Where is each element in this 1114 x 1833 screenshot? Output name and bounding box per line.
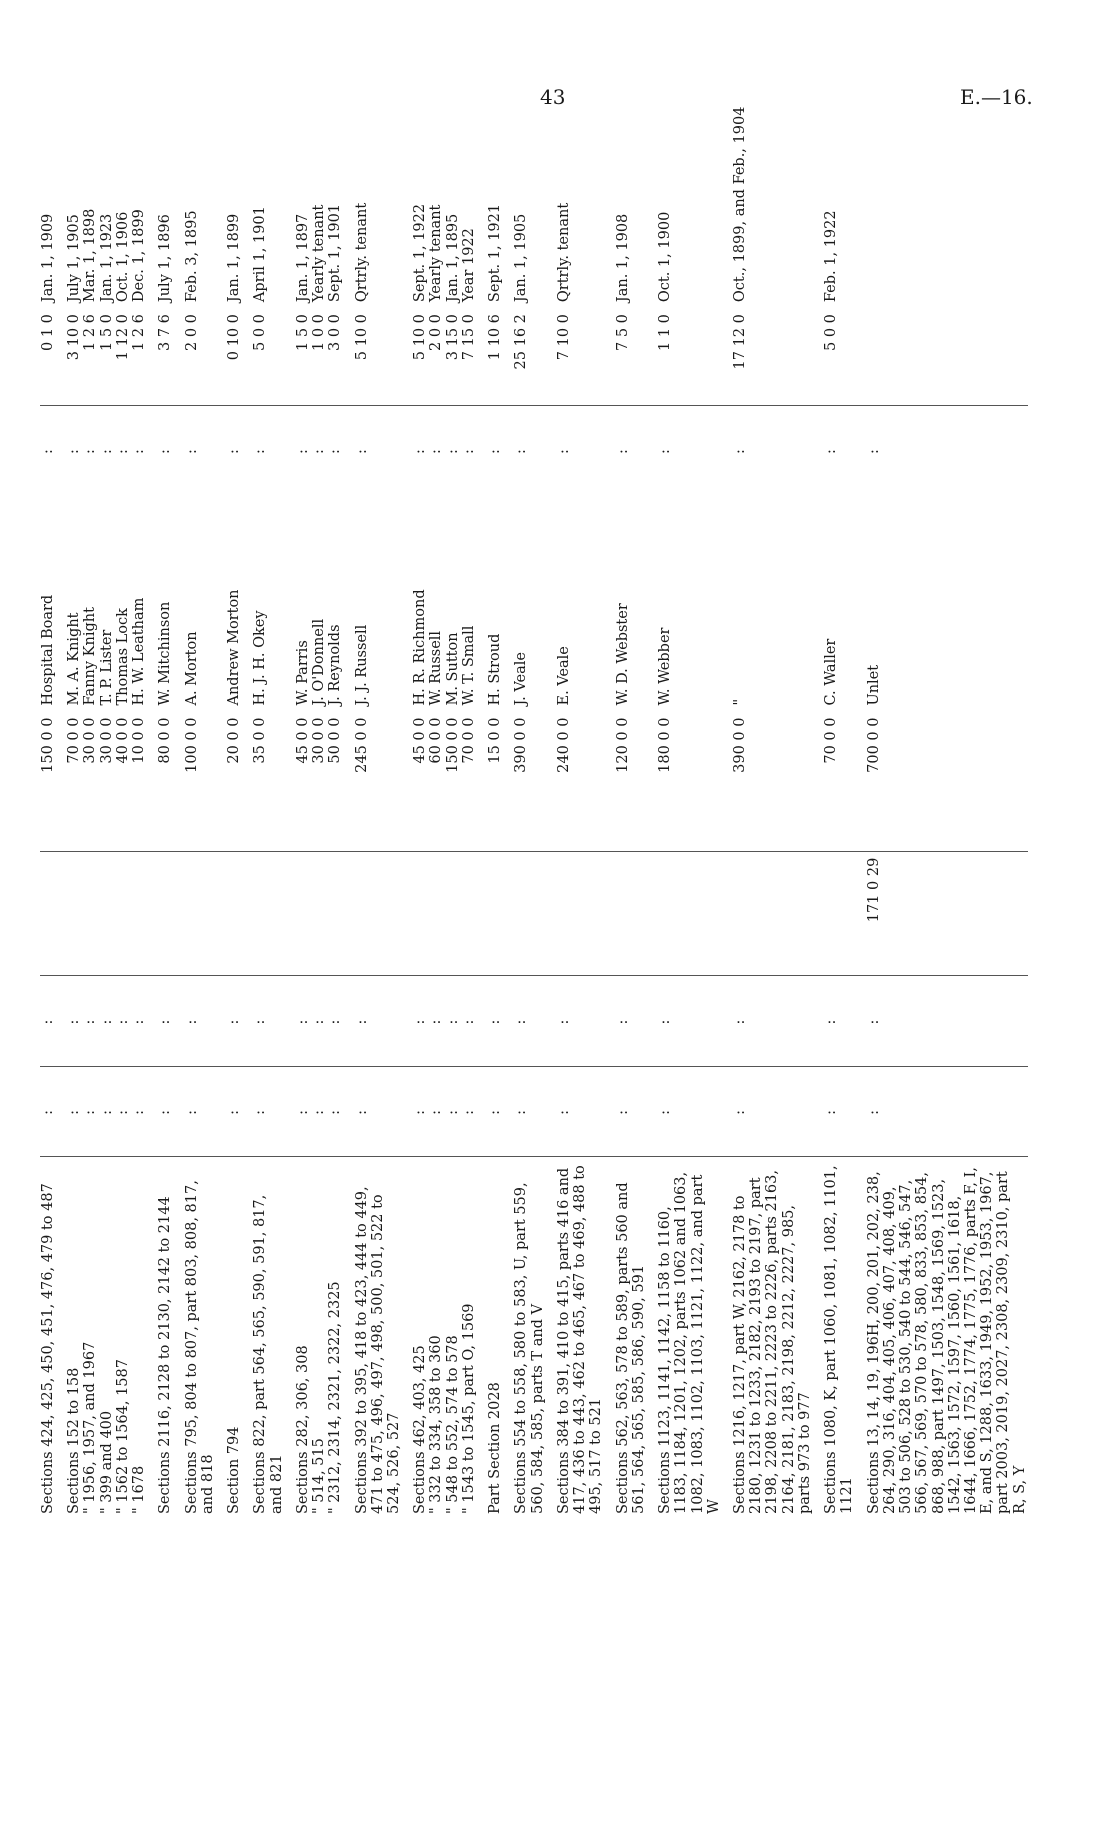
area-value bbox=[56, 851, 82, 976]
rent-value: 30 0 0 bbox=[82, 717, 99, 764]
rent-value: 35 0 0 bbox=[252, 717, 269, 764]
expiry-date bbox=[856, 101, 1028, 309]
leader-dots: : bbox=[445, 976, 461, 1066]
annual-value: 1 2 6 bbox=[82, 314, 99, 351]
expiry-date: Oct., 1899, and Feb., 1904 bbox=[731, 106, 748, 303]
rent-value: 40 0 0 bbox=[114, 717, 131, 764]
leader-dots: : bbox=[216, 1066, 242, 1156]
annual-value bbox=[856, 308, 1028, 405]
leader-dots: : bbox=[503, 405, 545, 495]
area-value bbox=[216, 851, 242, 976]
leader-dots: : bbox=[56, 405, 82, 495]
expiry-date: Dec. 1, 1899 bbox=[131, 209, 148, 303]
table-row bbox=[216, 101, 242, 1521]
annual-value: 1 1 0 bbox=[657, 314, 674, 351]
rent-value: 150 0 0 bbox=[444, 717, 461, 773]
tenant-name: W. T. Small bbox=[460, 625, 477, 706]
leader-dots: : bbox=[461, 1066, 477, 1156]
tenant-name: A. Morton bbox=[183, 631, 200, 706]
expiry-date: Oct. 1, 1906 bbox=[114, 211, 131, 303]
annual-value: 5 0 0 bbox=[823, 314, 840, 351]
area-value bbox=[285, 851, 311, 976]
expiry-date: April 1, 1901 bbox=[252, 206, 269, 303]
table-row bbox=[99, 101, 115, 1521]
table-row bbox=[56, 101, 82, 1521]
leader-dots: : bbox=[99, 976, 115, 1066]
leader-dots: : bbox=[722, 1066, 813, 1156]
leader-dots: : bbox=[115, 976, 131, 1066]
area-value bbox=[174, 851, 216, 976]
leader-dots: : bbox=[327, 976, 343, 1066]
table-row bbox=[174, 101, 216, 1521]
table-row bbox=[115, 101, 131, 1521]
tenant-name: " bbox=[731, 698, 748, 706]
leader-dots: : bbox=[242, 1066, 284, 1156]
section-description: " 332 to 334, 358 to 360 bbox=[428, 1157, 444, 1520]
area-value bbox=[402, 851, 428, 976]
area-value bbox=[546, 851, 605, 976]
area-value bbox=[647, 851, 722, 976]
leader-dots: : bbox=[82, 405, 98, 495]
table-row bbox=[813, 101, 855, 1521]
leader-dots: : bbox=[344, 1066, 403, 1156]
section-description: Sections 462, 403, 425 bbox=[402, 1157, 428, 1520]
area-value bbox=[242, 851, 284, 976]
table-row bbox=[647, 101, 722, 1521]
expiry-date: Feb. 3, 1895 bbox=[183, 210, 200, 303]
tenant-name: C. Waller bbox=[823, 638, 840, 706]
table-row bbox=[82, 101, 98, 1521]
page-number: 43 bbox=[540, 85, 566, 109]
annual-value: 1 12 0 bbox=[114, 314, 131, 361]
area-value bbox=[445, 851, 461, 976]
rent-value: 240 0 0 bbox=[555, 717, 572, 773]
leader-dots: : bbox=[285, 976, 311, 1066]
leader-dots: : bbox=[813, 976, 855, 1066]
annual-value: 0 1 0 bbox=[40, 314, 56, 351]
tenant-name: Fanny Knight bbox=[82, 607, 99, 706]
leader-dots: : bbox=[722, 405, 813, 495]
leader-dots: : bbox=[428, 976, 444, 1066]
rent-value: 20 0 0 bbox=[226, 717, 243, 764]
leader-dots: : bbox=[174, 976, 216, 1066]
annual-value: 1 5 0 bbox=[98, 314, 115, 351]
leader-dots: : bbox=[216, 976, 242, 1066]
leader-dots: : bbox=[605, 1066, 647, 1156]
expiry-date: Sept. 1, 1921 bbox=[487, 203, 504, 303]
rotated-table-container bbox=[40, 100, 1040, 1520]
leader-dots: : bbox=[402, 976, 428, 1066]
table-row bbox=[311, 101, 327, 1521]
expiry-date: Jan. 1, 1897 bbox=[294, 213, 311, 303]
expiry-date: Yearly tenant bbox=[428, 204, 445, 303]
table-row bbox=[131, 101, 147, 1521]
leader-dots: : bbox=[40, 405, 56, 495]
rent-value: 15 0 0 bbox=[487, 717, 504, 764]
annual-value: 2 0 0 bbox=[183, 314, 200, 351]
expiry-date: July 1, 1905 bbox=[66, 214, 83, 303]
section-description: Sections 1080, K, part 1060, 1081, 1082, 1101, 1121 bbox=[813, 1157, 855, 1520]
rent-value: 150 0 0 bbox=[40, 717, 56, 773]
rent-value: 180 0 0 bbox=[657, 717, 674, 773]
annual-value: 5 0 0 bbox=[252, 314, 269, 351]
rent-value: 70 0 0 bbox=[823, 717, 840, 764]
leader-dots: : bbox=[344, 976, 403, 1066]
leader-dots: : bbox=[461, 405, 477, 495]
leader-dots: : bbox=[327, 405, 343, 495]
annual-value: 2 0 0 bbox=[428, 314, 445, 351]
table-row bbox=[147, 101, 173, 1521]
section-description: Section 794 bbox=[216, 1157, 242, 1520]
leader-dots: : bbox=[813, 1066, 855, 1156]
area-value bbox=[503, 851, 545, 976]
area-value bbox=[115, 851, 131, 976]
section-description: " 2312, 2314, 2321, 2322, 2325 bbox=[327, 1157, 343, 1520]
expiry-date: Qrtrly. tenant bbox=[555, 202, 572, 303]
area-value bbox=[99, 851, 115, 976]
area-value bbox=[813, 851, 855, 976]
leader-dots: : bbox=[174, 405, 216, 495]
table-row bbox=[605, 101, 647, 1521]
leader-dots: : bbox=[311, 1066, 327, 1156]
expiry-date: Qrtrly. tenant bbox=[353, 202, 370, 303]
leader-dots: : bbox=[174, 1066, 216, 1156]
area-value bbox=[461, 851, 477, 976]
leader-dots: : bbox=[477, 976, 503, 1066]
expiry-date: Sept. 1, 1922 bbox=[412, 203, 429, 303]
section-description: Sections 822, part 564, 565, 590, 591, 817, and 821 bbox=[242, 1157, 284, 1520]
annual-value: 7 10 0 bbox=[555, 314, 572, 361]
annual-value: 25 16 2 bbox=[513, 314, 530, 370]
leader-dots: : bbox=[428, 405, 444, 495]
leader-dots: : bbox=[285, 1066, 311, 1156]
page-reference: E.—16. bbox=[960, 85, 1033, 109]
annual-value: 7 15 0 bbox=[460, 314, 477, 361]
expiry-date: Mar. 1, 1898 bbox=[82, 208, 99, 303]
rent-value: 390 0 0 bbox=[731, 717, 748, 773]
expiry-date: Jan. 1, 1895 bbox=[444, 213, 461, 303]
leader-dots: : bbox=[402, 1066, 428, 1156]
leader-dots: : bbox=[311, 976, 327, 1066]
rent-value: 390 0 0 bbox=[513, 717, 530, 773]
leader-dots: : bbox=[605, 405, 647, 495]
tenant-name: H. J. H. Okey bbox=[252, 610, 269, 706]
section-description: " 548 to 552, 574 to 578 bbox=[445, 1157, 461, 1520]
area-value: 171 0 29 bbox=[856, 851, 1028, 976]
leader-dots: : bbox=[461, 976, 477, 1066]
tenant-name: W. Webber bbox=[657, 627, 674, 706]
leader-dots: : bbox=[327, 1066, 343, 1156]
leader-dots: : bbox=[40, 1066, 56, 1156]
rent-value: 30 0 0 bbox=[98, 717, 115, 764]
rent-value: 50 0 0 bbox=[327, 717, 344, 764]
expiry-date: Feb. 1, 1922 bbox=[823, 210, 840, 303]
leader-dots: : bbox=[402, 405, 428, 495]
leader-dots: : bbox=[285, 405, 311, 495]
tenant-name: J. Veale bbox=[513, 652, 530, 706]
leader-dots: : bbox=[131, 1066, 147, 1156]
area-value bbox=[82, 851, 98, 976]
table-row bbox=[461, 101, 477, 1521]
expiry-date: Jan. 1, 1923 bbox=[98, 213, 115, 303]
section-description: Sections 562, 563, 578 to 589, parts 560 and 561, 564, 565, 585, 586, 590, 591 bbox=[605, 1157, 647, 1520]
rent-value: 120 0 0 bbox=[614, 717, 631, 773]
area-value bbox=[477, 851, 503, 976]
leader-dots: : bbox=[813, 405, 855, 495]
leader-dots: : bbox=[856, 976, 1028, 1066]
leader-dots: : bbox=[477, 405, 503, 495]
expiry-date: July 1, 1896 bbox=[157, 214, 174, 303]
leader-dots: : bbox=[647, 405, 722, 495]
rent-value: 70 0 0 bbox=[460, 717, 477, 764]
table-row bbox=[546, 101, 605, 1521]
rent-value: 100 0 0 bbox=[183, 717, 200, 773]
tenant-name: H. W. Leatham bbox=[131, 597, 148, 706]
rent-value: 45 0 0 bbox=[294, 717, 311, 764]
leader-dots: : bbox=[546, 976, 605, 1066]
area-value bbox=[147, 851, 173, 976]
area-value bbox=[327, 851, 343, 976]
area-value bbox=[722, 851, 813, 976]
leader-dots: : bbox=[445, 1066, 461, 1156]
leader-dots: : bbox=[546, 405, 605, 495]
expiry-date: Oct. 1, 1900 bbox=[657, 211, 674, 303]
table-row bbox=[344, 101, 403, 1521]
leader-dots: : bbox=[216, 405, 242, 495]
annual-value: 17 12 0 bbox=[731, 314, 748, 370]
leader-dots: : bbox=[56, 976, 82, 1066]
annual-value: 3 10 0 bbox=[66, 314, 83, 361]
rent-value: 80 0 0 bbox=[157, 717, 174, 764]
annual-value: 3 15 0 bbox=[444, 314, 461, 361]
leader-dots: : bbox=[647, 1066, 722, 1156]
leader-dots: : bbox=[445, 405, 461, 495]
leader-dots: : bbox=[605, 976, 647, 1066]
section-description: Sections 13, 14, 19, 196H, 200, 201, 202, 238, 264, 290, 316, 404, 405, 406, 407, 408, 409, 503 to 506, 528 to 530, 540 to 544, 546, 547, 566, 567, 569, 570 to 578, 580, 833, 853, 854, 868, 988, part 1497, 1503, 1548, 1569, 1523, 1542, 1563, 1572, 1597, 1560, 1561, 1618, 1644, 1666, 1752, 1774, 1775, 1776, parts F, I, E, and S, 1288, 1633, 1949, 1952, 1953, 1967, part 2003, 2019, 2027, 2308, 2309, 2310, part R, S, Y bbox=[856, 1157, 1028, 1520]
lease-table-body bbox=[40, 101, 1028, 1521]
table-row bbox=[285, 101, 311, 1521]
area-value bbox=[131, 851, 147, 976]
leader-dots: : bbox=[56, 1066, 82, 1156]
expiry-date: Jan. 1, 1899 bbox=[226, 213, 243, 303]
lease-table bbox=[40, 100, 1028, 1520]
tenant-name: J. O'Donnell bbox=[311, 618, 328, 706]
leader-dots: : bbox=[99, 1066, 115, 1156]
section-description: Sections 424, 425, 450, 451, 476, 479 to 487 bbox=[40, 1157, 56, 1520]
annual-value: 1 5 0 bbox=[294, 314, 311, 351]
leader-dots: : bbox=[242, 405, 284, 495]
leader-dots: : bbox=[115, 1066, 131, 1156]
tenant-name: Andrew Morton bbox=[226, 589, 243, 706]
section-description: " 1543 to 1545, part O, 1569 bbox=[461, 1157, 477, 1520]
tenant-name: J. Reynolds bbox=[327, 624, 344, 706]
leader-dots: : bbox=[40, 976, 56, 1066]
table-row bbox=[327, 101, 343, 1521]
leader-dots: : bbox=[147, 1066, 173, 1156]
leader-dots: : bbox=[147, 405, 173, 495]
leader-dots: : bbox=[242, 976, 284, 1066]
leader-dots: : bbox=[82, 1066, 98, 1156]
annual-value: 7 5 0 bbox=[614, 314, 631, 351]
tenant-name: T. P. Lister bbox=[98, 629, 115, 706]
section-description: Sections 554 to 558, 580 to 583, U, part 559, 560, 584, 585, parts T and V bbox=[503, 1157, 545, 1520]
table-row bbox=[503, 101, 545, 1521]
section-description: Sections 152 to 158 bbox=[56, 1157, 82, 1520]
rent-value: 45 0 0 bbox=[412, 717, 429, 764]
tenant-name: Thomas Lock bbox=[114, 608, 131, 706]
rent-value: 10 0 0 bbox=[131, 717, 148, 764]
table-row bbox=[242, 101, 284, 1521]
area-value bbox=[428, 851, 444, 976]
tenant-name: E. Veale bbox=[555, 646, 572, 706]
leader-dots: : bbox=[115, 405, 131, 495]
leader-dots: : bbox=[147, 976, 173, 1066]
leader-dots: : bbox=[477, 1066, 503, 1156]
leader-dots: : bbox=[856, 405, 1028, 495]
tenant-name: W. Mitchinson bbox=[157, 601, 174, 706]
leader-dots: : bbox=[428, 1066, 444, 1156]
table-row bbox=[722, 101, 813, 1521]
leader-dots: : bbox=[131, 976, 147, 1066]
expiry-date: Jan. 1, 1909 bbox=[40, 213, 56, 303]
annual-value: 5 10 0 bbox=[353, 314, 370, 361]
tenant-name: W. D. Webster bbox=[614, 603, 631, 706]
tenant-name: Hospital Board bbox=[40, 594, 56, 706]
area-value bbox=[40, 851, 56, 976]
annual-value: 1 2 6 bbox=[131, 314, 148, 351]
annual-value: 0 10 0 bbox=[226, 314, 243, 361]
annual-value: 5 10 0 bbox=[412, 314, 429, 361]
section-description: " 1562 to 1564, 1587 bbox=[115, 1157, 131, 1520]
table-row bbox=[477, 101, 503, 1521]
table-row bbox=[445, 101, 461, 1521]
leader-dots: : bbox=[722, 976, 813, 1066]
tenant-name: Unlet bbox=[865, 664, 882, 706]
leader-dots: : bbox=[503, 976, 545, 1066]
tenant-name: M. A. Knight bbox=[66, 612, 83, 706]
table-row bbox=[40, 101, 56, 1521]
table-row bbox=[428, 101, 444, 1521]
area-value bbox=[605, 851, 647, 976]
area-value bbox=[311, 851, 327, 976]
rent-value: 60 0 0 bbox=[428, 717, 445, 764]
tenant-name: W. Parris bbox=[294, 640, 311, 706]
expiry-date: Year 1922 bbox=[460, 228, 477, 303]
section-description: Sections 795, 804 to 807, part 803, 808, 817, and 818 bbox=[174, 1157, 216, 1520]
leader-dots: : bbox=[856, 1066, 1028, 1156]
tenant-name: H. R. Richmond bbox=[412, 589, 429, 706]
section-description: Sections 2116, 2128 to 2130, 2142 to 2144 bbox=[147, 1157, 173, 1520]
rent-value: 245 0 0 bbox=[353, 717, 370, 773]
table-row bbox=[402, 101, 428, 1521]
tenant-name: H. Stroud bbox=[487, 633, 504, 706]
rent-value: 70 0 0 bbox=[66, 717, 83, 764]
tenant-name: M. Sutton bbox=[444, 632, 461, 706]
section-description: " 514, 515 bbox=[311, 1157, 327, 1520]
leader-dots: : bbox=[131, 405, 147, 495]
leader-dots: : bbox=[503, 1066, 545, 1156]
expiry-date: Sept. 1, 1901 bbox=[327, 203, 344, 303]
section-description: Sections 1216, 1217, part W, 2162, 2178 to 2180, 1231 to 1233, 2182, 2193 to 2197, part 2198, 2208 to 2211, 2223 to 2226, parts 2163, 2164, 2181, 2183, 2198, 2212, 2227, 985, parts 973 to 977 bbox=[722, 1157, 813, 1520]
table-row bbox=[856, 101, 1028, 1521]
annual-value: 1 0 0 bbox=[311, 314, 328, 351]
section-description: Sections 282, 306, 308 bbox=[285, 1157, 311, 1520]
annual-value: 1 10 6 bbox=[487, 314, 504, 361]
tenant-name: W. Russell bbox=[428, 630, 445, 706]
section-description: Sections 384 to 391, 410 to 415, parts 416 and 417, 436 to 443, 462 to 465, 467 to 469, 488 to 495, 517 to 521 bbox=[546, 1157, 605, 1520]
section-description: Sections 392 to 395, 418 to 423, 444 to 449, 471 to 475, 496, 497, 498, 500, 501, 522 to 524, 526, 527 bbox=[344, 1157, 403, 1520]
expiry-date: Yearly tenant bbox=[311, 204, 328, 303]
section-description: " 1956, 1957, and 1967 bbox=[82, 1157, 98, 1520]
leader-dots: : bbox=[99, 405, 115, 495]
leader-dots: : bbox=[311, 405, 327, 495]
expiry-date: Jan. 1, 1905 bbox=[513, 213, 530, 303]
section-description: Part Section 2028 bbox=[477, 1157, 503, 1520]
section-description: Sections 1123, 1141, 1142, 1158 to 1160, 1183, 1184, 1201, 1202, parts 1062 and 1063, 1082, 1083, 1102, 1103, 1121, 1122, and part W bbox=[647, 1157, 722, 1520]
rent-value: 700 0 0 bbox=[865, 717, 882, 773]
expiry-date: Jan. 1, 1908 bbox=[614, 213, 631, 303]
area-value bbox=[344, 851, 403, 976]
annual-value: 3 7 6 bbox=[157, 314, 174, 351]
leader-dots: : bbox=[546, 1066, 605, 1156]
tenant-name: J. J. Russell bbox=[353, 624, 370, 706]
annual-value: 3 0 0 bbox=[327, 314, 344, 351]
rent-value: 30 0 0 bbox=[311, 717, 328, 764]
section-description: " 1678 bbox=[131, 1157, 147, 1520]
section-description: " 399 and 400 bbox=[99, 1157, 115, 1520]
leader-dots: : bbox=[344, 405, 403, 495]
leader-dots: : bbox=[82, 976, 98, 1066]
leader-dots: : bbox=[647, 976, 722, 1066]
